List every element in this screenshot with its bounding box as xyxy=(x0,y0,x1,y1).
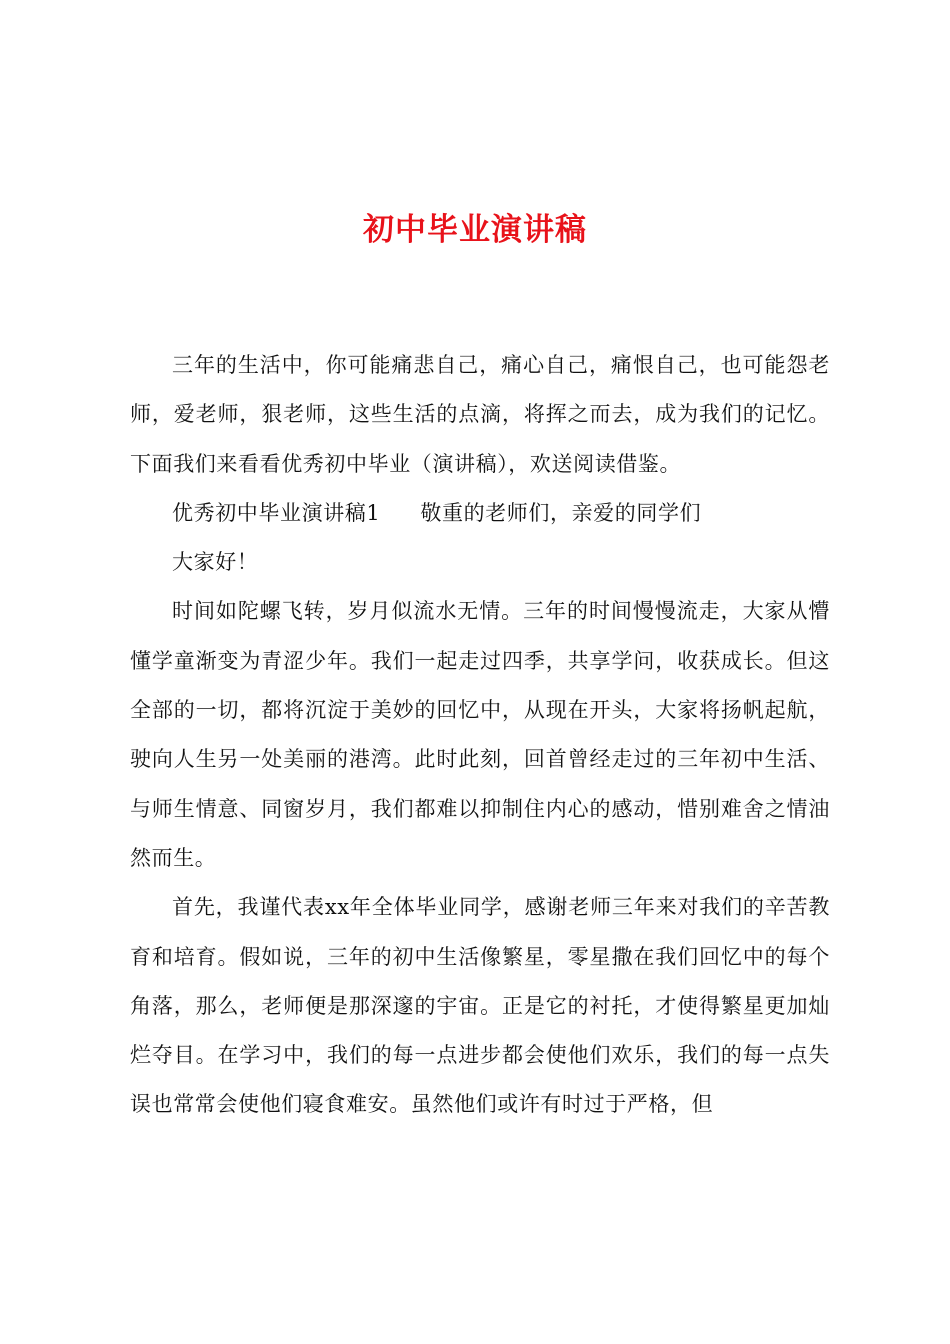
body-paragraph-1: 时间如陀螺飞转，岁月似流水无情。三年的时间慢慢流走，大家从懵懂学童渐变为青涩少年。我们一起走过四季，共享学问，收获成长。但这全部的一切，都将沉淀于美妙的回忆中，从现在开头，大家将扬帆起航，驶向人生另一处美丽的港湾。此时此刻，回首曾经走过的三年初中生活、与师生情意、同窗岁月，我们都难以抑制住内心的感动，惜别难舍之情油然而生。 xyxy=(130,599,830,870)
document-body xyxy=(130,341,830,1130)
speech-heading-line xyxy=(130,489,830,538)
speech-salutation: 敬重的老师们，亲爱的同学们 xyxy=(420,500,702,525)
document-title: 初中毕业演讲稿 xyxy=(363,212,587,248)
intro-paragraph: 三年的生活中，你可能痛悲自己，痛心自己，痛恨自己，也可能怨老师，爱老师，狠老师，这些生活的点滴，将挥之而去，成为我们的记忆。下面我们来看看优秀初中毕业（演讲稿），欢送阅读借鉴。 xyxy=(130,353,830,476)
greeting-paragraph: 大家好！ xyxy=(172,550,259,575)
body-paragraph-2: 首先，我谨代表xx年全体毕业同学，感谢老师三年来对我们的辛苦教育和培育。假如说，三年的初中生活像繁星，零星撒在我们回忆中的每个角落，那么，老师便是那深邃的宇宙。正是它的衬托，才使得繁星更加灿烂夺目。在学习中，我们的每一点进步都会使他们欢乐，我们的每一点失误也常常会使他们寝食难安。虽然他们或许有时过于严格，但 xyxy=(130,895,830,1117)
speech-heading: 优秀初中毕业演讲稿1 xyxy=(172,500,381,525)
